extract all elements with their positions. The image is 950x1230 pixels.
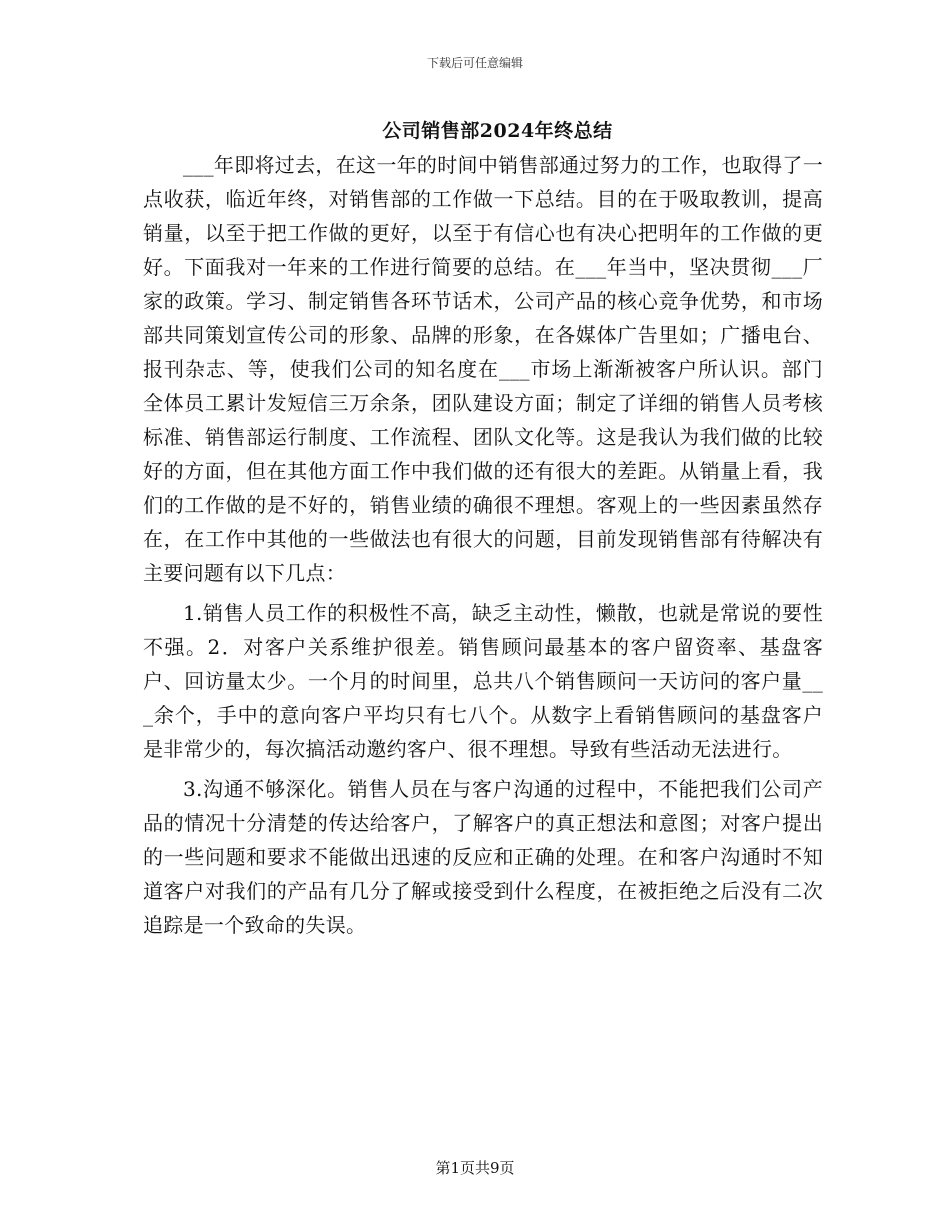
page-header: 下载后可任意编辑 <box>426 56 523 70</box>
paragraph-intro: ___年即将过去，在这一年的时间中销售部通过努力的工作，也取得了一点收获，临近年终，对销售部的工作做一下总结。目的在于吸取教训，提高销量，以至于把工作做的更好，以至于有信心也有决心把明年的工作做的更好。下面我对一年来的工作进行简要的总结。在___年当中，坚决贯彻___厂家的政策。学习、制定销售各环节话术，公司产品的核心竞争优势，和市场部共同策划宣传公司的形象、品牌的形象，在各媒体广告里如；广播电台、报刊杂志、等，使我们公司的知名度在___市场上渐渐被客户所认识。部门全体员工累计发短信三万余条，团队建设方面；制定了详细的销售人员考核标准、销售部运行制度、工作流程、团队文化等。这是我认为我们做的比较好的方面，但在其他方面工作中我们做的还有很大的差距。从销量上看，我们的工作做的是不好的，销售业绩的确很不理想。客观上的一些因素虽然存在，在工作中其他的一些做法也有很大的问题，目前发现销售部有待解决有主要问题有以下几点： <box>143 153 823 585</box>
paragraph-point-1-2: 1.销售人员工作的积极性不高，缺乏主动性，懒散，也就是常说的要性不强。2．对客户关系维护很差。销售顾问最基本的客户留资率、基盘客户、回访量太少。一个月的时间里，总共八个销售顾问一天访问的客户量___余个，手中的意向客户平均只有七八个。从数字上看销售顾问的基盘客户是非常少的，每次搞活动邀约客户、很不理想。导致有些活动无法进行。 <box>143 601 823 761</box>
document-body <box>143 148 823 942</box>
paragraph-point-3: 3.沟通不够深化。销售人员在与客户沟通的过程中，不能把我们公司产品的情况十分清楚的传达给客户，了解客户的真正想法和意图；对客户提出的一些问题和要求不能做出迅速的反应和正确的处理。在和客户沟通时不知道客户对我们的产品有几分了解或接受到什么程度，在被拒绝之后没有二次追踪是一个致命的失误。 <box>143 777 823 937</box>
document-title: 公司销售部2024年终总结 <box>382 120 613 142</box>
page-number: 第1页共9页 <box>435 1159 515 1177</box>
